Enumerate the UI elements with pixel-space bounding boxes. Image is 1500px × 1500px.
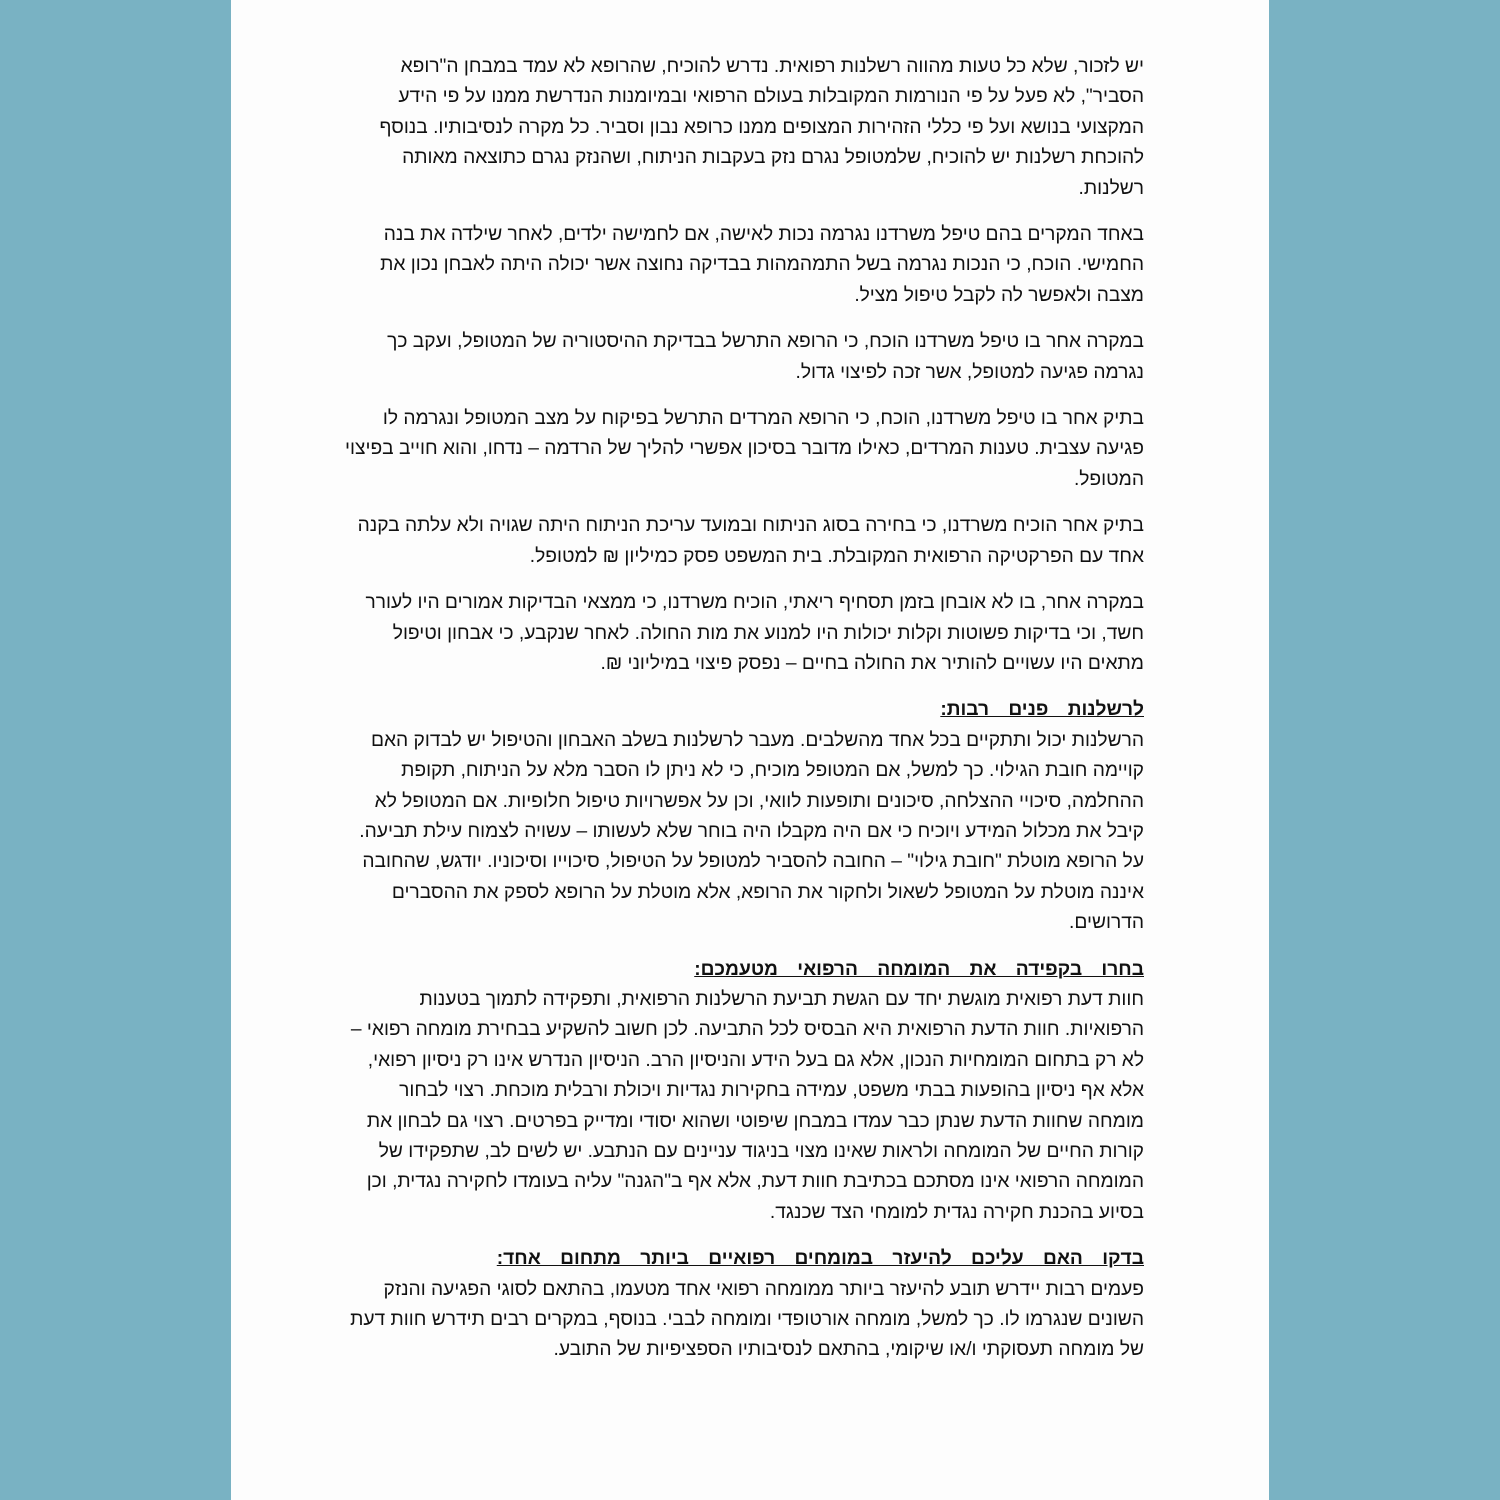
section-choose-expert (345, 955, 1144, 1229)
paragraph-case-mother: באחד המקרים בהם טיפל משרדנו נגרמה נכות לאישה, אם לחמישה ילדים, לאחר שילדה את בנה החמישי. הוכח, כי הנכות נגרמה בשל התמהמהות בבדיקה נחוצה אשר יכולה היתה לאבחן נכון את מצבה ולאפשר לה לקבל טיפול מציל. (380, 224, 1144, 306)
section-body: הרשלנות יכול ותתקיים בכל אחד מהשלבים. מעבר לרשלנות בשלב האבחון והטיפול יש לבדוק האם קויימה חובת הגילוי. כך למשל, אם המטופל מוכיח, כי לא ניתן לו הסבר מלא על הניתוח, תקופת ההחלמה, סיכויי ההצלחה, סיכונים ותופעות לוואי, וכן על אפשרויות טיפול חלופיות. אם המטופל לא קיבל את מכלול המידע ויוכיח כי אם היה מקבלו היה בוחר שלא לעשותו – עשויה לצמוח עילת תביעה. על הרופא מוטלת "חובת גילוי" – החובה להסביר למטופל על הטיפול, סיכוייו וסיכוניו. יודגש, שהחובה איננה מוטלת על המטופל לשאול ולחקור את הרופא, אלא מוטלת על הרופא לספק את ההסברים הדרושים. (359, 729, 1144, 934)
section-heading: לרשלנות פנים רבות: (940, 699, 1144, 721)
paragraph-case-anesthesia: בתיק אחר בו טיפל משרדנו, הוכח, כי הרופא המרדים התרשל בפיקוח על מצב המטופל ונגרמה לו פגיעה עצבית. טענות המרדים, כאילו מדובר בסיכון אפשרי להליך של הרדמה – נדחו, והוא חוייב בפיצוי המטופל. (345, 408, 1144, 490)
section-body: פעמים רבות יידרש תובע להיעזר ביותר ממומחה רפואי אחד מטעמו, בהתאם לסוגי הפגיעה והנזק השונים שנגרמו לו. כך למשל, מומחה אורטופדי ומומחה לבבי. בנוסף, במקרים רבים תידרש חוות דעת של מומחה תעסוקתי ו/או שיקומי, בהתאם לנסיבותיו הספציפיות של התובע. (350, 1278, 1144, 1361)
section-heading: בחרו בקפידה את המומחה הרפואי מטעמכם: (694, 958, 1144, 980)
paragraph-reasonable-doctor: יש לזכור, שלא כל טעות מהווה רשלנות רפואית. נדרש להוכיח, שהרופא לא עמד במבחן ה"רופא הסביר", לא פעל על פי הנורמות המקובלות בעולם הרפואי ובמיומנות הנדרשת ממנו על פי הידע המקצועי בנושא ועל פי כללי הזהירות המצופים ממנו כרופא נבון וסביר. כל מקרה לנסיבותיו. בנוסף להוכחת רשלנות יש להוכיח, שלמטופל נגרם נזק בעקבות הניתוח, ושהנזק נגרם כתוצאה מאותה רשלנות. (379, 56, 1144, 199)
section-multiple-experts (345, 1244, 1144, 1366)
section-disclosure (345, 695, 1144, 938)
paragraph-case-surgery-choice: בתיק אחר הוכיח משרדנו, כי בחירה בסוג הניתוח ובמועד עריכת הניתוח היתה שגויה ולא עלתה בקנה אחד עם הפרקטיקה הרפואית המקובלת. בית המשפט פסק כמיליון ₪ למטופל. (357, 515, 1144, 567)
paragraph-case-history: במקרה אחר בו טיפל משרדנו הוכח, כי הרופא התרשל בבדיקת ההיסטוריה של המטופל, ועקב כך נגרמה פגיעה למטופל, אשר זכה לפיצוי גדול. (387, 331, 1144, 383)
document-body (345, 52, 1144, 1382)
section-body: חוות דעת רפואית מוגשת יחד עם הגשת תביעת הרשלנות הרפואית, ותפקידה לתמוך בטענות הרפואיות. חוות הדעת הרפואית היא הבסיס לכל התביעה. לכן חשוב להשקיע בבחירת מומחה רפואי – לא רק בתחום המומחיות הנכון, אלא גם בעל הידע והניסיון הרב. הניסיון הנדרש אינו רק ניסיון רפואי, אלא אף ניסיון בהופעות בבתי משפט, עמידה בחקירות נגדיות ויכולת ורבלית מוכחת. רצוי לבחור מומחה שחוות הדעת שנתן כבר עמדו במבחן שיפוטי ושהוא יסודי ומדייק בפרטים. רצוי גם לבחון את קורות החיים של המומחה ולראות שאינו מצוי בניגוד עניינים עם הנתבע. יש לשים לב, שתפקידו של המומחה הרפואי אינו מסתכם בכתיבת חוות דעת, אלא אף ב"הגנה" עליה בעומדו לחקירה נגדית, וכן בסיוע בהכנת חקירה נגדית למומחי הצד שכנגד. (350, 988, 1144, 1223)
section-heading: בדקו האם עליכם להיעזר במומחים רפואיים ביותר מתחום אחד: (496, 1248, 1144, 1270)
paragraph-case-embolism: במקרה אחר, בו לא אובחן בזמן תסחיף ריאתי, הוכיח משרדנו, כי ממצאי הבדיקות אמורים היו לעורר חשד, וכי בדיקות פשוטות וקלות יכולות היו למנוע את מות החולה. לאחר שנקבע, כי אבחון וטיפול מתאים היו עשויים להותיר את החולה בחיים – נפסק פיצוי במיליוני ₪. (365, 592, 1144, 674)
